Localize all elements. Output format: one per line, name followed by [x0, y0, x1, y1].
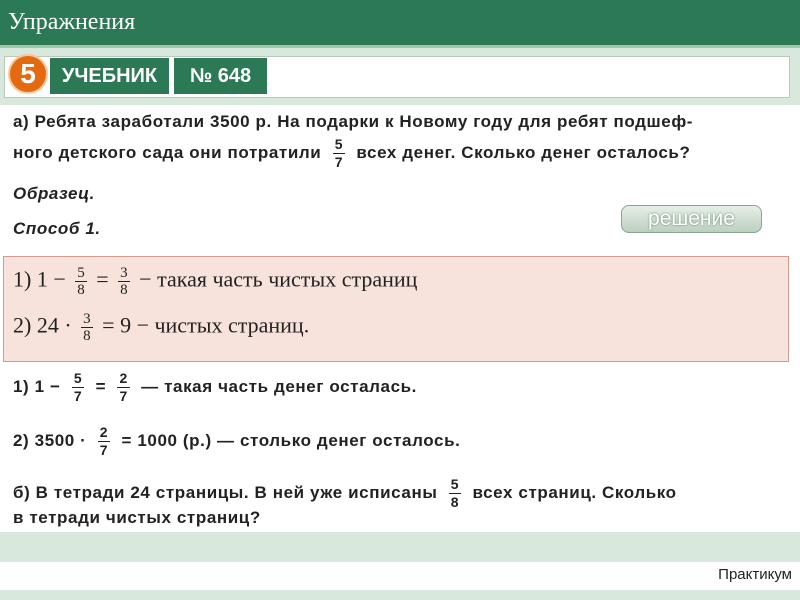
fraction-numerator: 5 [334, 136, 344, 152]
fraction-numerator: 5 [450, 476, 460, 492]
solution-panel [3, 256, 789, 362]
solution-button[interactable]: решение [621, 205, 762, 233]
chapter-badge: 5 [8, 54, 48, 94]
fraction-numerator: 3 [120, 265, 128, 281]
sol1-suffix: − такая часть чистых страниц [139, 266, 418, 292]
fraction-numerator: 2 [99, 424, 109, 440]
problem-b-line1-after: всех страниц. Сколько [472, 482, 677, 502]
problem-a-line2 [13, 136, 690, 171]
fraction-denominator: 8 [450, 494, 460, 510]
fraction [98, 424, 110, 459]
fraction [72, 370, 84, 405]
fraction-denominator: 7 [119, 388, 128, 404]
fraction-numerator: 5 [77, 265, 85, 281]
method-heading-text: Способ 1. [13, 219, 101, 238]
step1-equals: = [95, 376, 107, 396]
step1-suffix: — такая часть денег осталась. [141, 376, 418, 396]
problem-b-line2: в тетради чистых страниц? [13, 508, 261, 527]
footer-label[interactable]: Практикум [718, 566, 792, 583]
fraction-denominator: 7 [73, 388, 83, 404]
tab-exercise-number[interactable]: № 648 [174, 58, 267, 94]
fraction [118, 265, 130, 298]
footer [0, 532, 800, 600]
tab-textbook[interactable]: УЧЕБНИК [50, 58, 169, 94]
fraction-denominator: 7 [99, 442, 109, 458]
sol1-equals: = [96, 266, 109, 292]
fraction [449, 476, 461, 511]
solution-line-2 [13, 311, 309, 344]
problem-b-line1 [13, 476, 677, 511]
header-bar [0, 0, 800, 48]
fraction-denominator: 8 [120, 282, 128, 298]
footer-bar [0, 562, 800, 590]
problem-a-line1: а) Ребята заработали 3500 р. На подарки к Новому году для ребят подшеф- [13, 112, 694, 131]
page-title: Упражнения [8, 9, 136, 35]
fraction [81, 311, 93, 344]
sample-heading-text: Образец. [13, 184, 95, 203]
step2-prefix: 2) 3500 · [13, 430, 87, 450]
step2-suffix: = 1000 (р.) — столько денег осталось. [121, 430, 461, 450]
fraction [75, 265, 87, 298]
problem-a-line2-before: ного детского сада они потратили [13, 142, 322, 162]
method-heading [13, 219, 101, 239]
solution-line-1 [13, 265, 417, 298]
fraction-numerator: 5 [73, 370, 83, 386]
fraction [333, 136, 345, 171]
sol1-prefix: 1) 1 − [13, 266, 66, 292]
step1-prefix: 1) 1 − [13, 376, 61, 396]
sample-step-1 [13, 370, 417, 405]
fraction-numerator: 2 [119, 370, 128, 386]
sample-step-2 [13, 424, 460, 459]
fraction-denominator: 8 [77, 282, 85, 298]
sol2-prefix: 2) 24 · [13, 312, 72, 338]
problem-a-line2-after: всех денег. Сколько денег осталось? [356, 142, 691, 162]
fraction [117, 370, 129, 405]
fraction-numerator: 3 [83, 311, 91, 327]
problem-b-line1-before: б) В тетради 24 страницы. В ней уже исписаны [13, 482, 438, 502]
sample-heading [13, 184, 95, 204]
fraction-denominator: 8 [83, 328, 91, 344]
sol2-suffix: = 9 − чистых страниц. [102, 312, 310, 338]
fraction-denominator: 7 [334, 154, 344, 170]
